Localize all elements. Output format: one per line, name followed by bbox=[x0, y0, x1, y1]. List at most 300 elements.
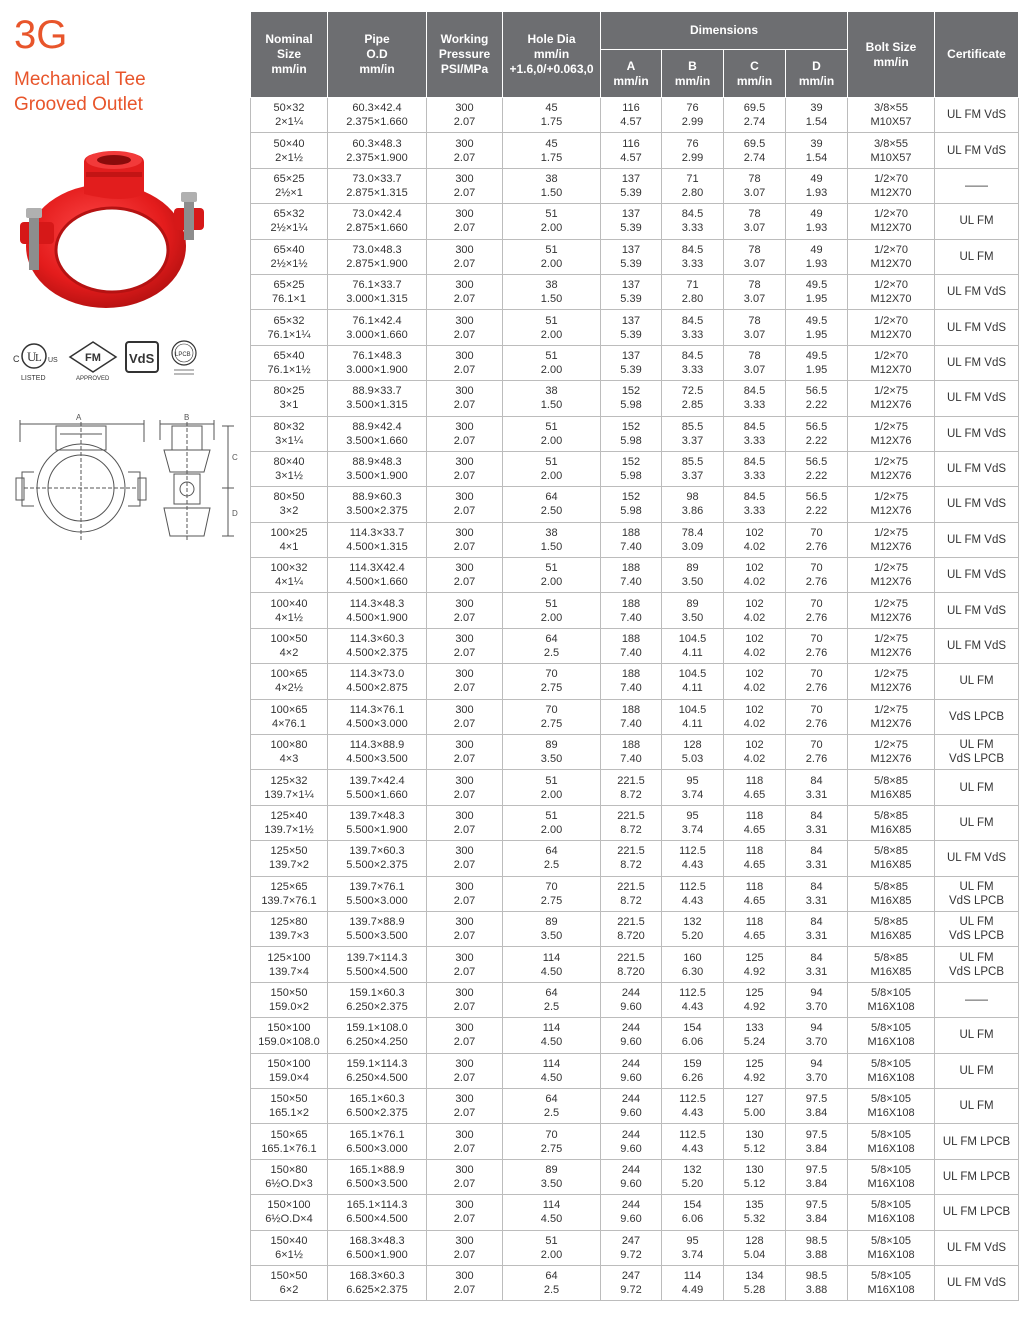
cell-dim-d: 56.5 2.22 bbox=[786, 451, 848, 486]
certification-marks bbox=[12, 340, 212, 384]
cell-certificate: —— bbox=[935, 168, 1019, 203]
cell-dim-b: 112.5 4.43 bbox=[662, 982, 724, 1017]
cell-pipe-od: 76.1×48.3 3.000×1.900 bbox=[328, 345, 427, 380]
cell-dim-d: 84 3.31 bbox=[786, 805, 848, 840]
cell-certificate: UL FM LPCB bbox=[935, 1195, 1019, 1230]
cell-dim-d: 94 3.70 bbox=[786, 982, 848, 1017]
cell-working-pressure: 300 2.07 bbox=[427, 770, 503, 805]
cell-pipe-od: 60.3×48.3 2.375×1.900 bbox=[328, 133, 427, 168]
cell-nominal-size: 150×50 159.0×2 bbox=[251, 982, 328, 1017]
cell-nominal-size: 100×80 4×3 bbox=[251, 735, 328, 770]
cell-hole-dia: 38 1.50 bbox=[503, 522, 601, 557]
cell-working-pressure: 300 2.07 bbox=[427, 239, 503, 274]
vds-text: VdS bbox=[129, 351, 155, 366]
table-row bbox=[251, 593, 1019, 628]
cell-hole-dia: 51 2.00 bbox=[503, 805, 601, 840]
cell-working-pressure: 300 2.07 bbox=[427, 876, 503, 911]
cell-dim-b: 160 6.30 bbox=[662, 947, 724, 982]
cell-dim-d: 97.5 3.84 bbox=[786, 1088, 848, 1123]
cell-hole-dia: 64 2.5 bbox=[503, 1265, 601, 1300]
cell-dim-a: 188 7.40 bbox=[601, 735, 662, 770]
cell-hole-dia: 89 3.50 bbox=[503, 911, 601, 946]
cell-dim-c: 102 4.02 bbox=[724, 699, 786, 734]
cell-working-pressure: 300 2.07 bbox=[427, 628, 503, 663]
cell-dim-c: 78 3.07 bbox=[724, 239, 786, 274]
cell-certificate: UL FM VdS LPCB bbox=[935, 911, 1019, 946]
cell-bolt-size: 5/8×105 M16X108 bbox=[848, 1053, 935, 1088]
cell-dim-a: 221.5 8.72 bbox=[601, 770, 662, 805]
lpcb-text: LPCB bbox=[175, 352, 191, 358]
cell-dim-b: 112.5 4.43 bbox=[662, 841, 724, 876]
cell-dim-a: 137 5.39 bbox=[601, 204, 662, 239]
cell-dim-c: 133 5.24 bbox=[724, 1018, 786, 1053]
cell-dim-d: 49.5 1.95 bbox=[786, 274, 848, 309]
dim-label-b: B bbox=[184, 413, 190, 422]
cell-working-pressure: 300 2.07 bbox=[427, 1124, 503, 1159]
cell-hole-dia: 114 4.50 bbox=[503, 1195, 601, 1230]
cell-dim-a: 188 7.40 bbox=[601, 558, 662, 593]
cell-pipe-od: 168.3×48.3 6.500×1.900 bbox=[328, 1230, 427, 1265]
cell-working-pressure: 300 2.07 bbox=[427, 947, 503, 982]
cell-dim-d: 49 1.93 bbox=[786, 239, 848, 274]
cell-pipe-od: 76.1×42.4 3.000×1.660 bbox=[328, 310, 427, 345]
cell-working-pressure: 300 2.07 bbox=[427, 841, 503, 876]
table-row bbox=[251, 416, 1019, 451]
cell-nominal-size: 125×65 139.7×76.1 bbox=[251, 876, 328, 911]
cell-hole-dia: 51 2.00 bbox=[503, 451, 601, 486]
cell-dim-b: 112.5 4.43 bbox=[662, 876, 724, 911]
cell-dim-b: 154 6.06 bbox=[662, 1018, 724, 1053]
cell-hole-dia: 45 1.75 bbox=[503, 98, 601, 133]
table-row bbox=[251, 381, 1019, 416]
cell-hole-dia: 51 2.00 bbox=[503, 345, 601, 380]
cell-dim-b: 95 3.74 bbox=[662, 805, 724, 840]
cell-pipe-od: 165.1×60.3 6.500×2.375 bbox=[328, 1088, 427, 1123]
cell-hole-dia: 45 1.75 bbox=[503, 133, 601, 168]
cell-hole-dia: 70 2.75 bbox=[503, 876, 601, 911]
cell-nominal-size: 80×25 3×1 bbox=[251, 381, 328, 416]
cell-nominal-size: 100×32 4×1¼ bbox=[251, 558, 328, 593]
table-row bbox=[251, 1265, 1019, 1300]
cell-pipe-od: 159.1×114.3 6.250×4.500 bbox=[328, 1053, 427, 1088]
cell-dim-b: 128 5.03 bbox=[662, 735, 724, 770]
fm-approved-mark bbox=[70, 342, 116, 382]
vds-mark bbox=[126, 342, 158, 372]
cell-dim-d: 70 2.76 bbox=[786, 593, 848, 628]
header-certificate: Certificate bbox=[935, 12, 1019, 98]
header-nominal-size: Nominal Size mm/in bbox=[251, 12, 328, 98]
cell-bolt-size: 1/2×75 M12X76 bbox=[848, 558, 935, 593]
cell-dim-a: 247 9.72 bbox=[601, 1230, 662, 1265]
cell-bolt-size: 1/2×70 M12X70 bbox=[848, 310, 935, 345]
table-row bbox=[251, 239, 1019, 274]
cell-working-pressure: 300 2.07 bbox=[427, 699, 503, 734]
fm-caption: APPROVED bbox=[76, 376, 110, 382]
cell-bolt-size: 1/2×70 M12X70 bbox=[848, 274, 935, 309]
fm-text: FM bbox=[85, 352, 101, 364]
cell-bolt-size: 1/2×75 M12X76 bbox=[848, 628, 935, 663]
cell-nominal-size: 150×40 6×1½ bbox=[251, 1230, 328, 1265]
cell-working-pressure: 300 2.07 bbox=[427, 416, 503, 451]
header-bolt-size: Bolt Size mm/in bbox=[848, 12, 935, 98]
cell-dim-a: 244 9.60 bbox=[601, 1159, 662, 1194]
cell-dim-d: 94 3.70 bbox=[786, 1018, 848, 1053]
cell-bolt-size: 3/8×55 M10X57 bbox=[848, 133, 935, 168]
cell-dim-b: 71 2.80 bbox=[662, 168, 724, 203]
cell-pipe-od: 165.1×114.3 6.500×4.500 bbox=[328, 1195, 427, 1230]
cell-bolt-size: 1/2×70 M12X70 bbox=[848, 204, 935, 239]
cell-dim-d: 70 2.76 bbox=[786, 628, 848, 663]
cell-certificate: UL FM VdS bbox=[935, 841, 1019, 876]
cell-dim-a: 137 5.39 bbox=[601, 239, 662, 274]
cell-dim-d: 49.5 1.95 bbox=[786, 345, 848, 380]
cell-dim-d: 84 3.31 bbox=[786, 947, 848, 982]
cell-dim-d: 39 1.54 bbox=[786, 133, 848, 168]
header-hole-dia: Hole Dia mm/in +1.6,0/+0.063,0 bbox=[503, 12, 601, 98]
header-dim-b: B mm/in bbox=[662, 50, 724, 98]
cell-dim-d: 98.5 3.88 bbox=[786, 1265, 848, 1300]
cell-dim-a: 152 5.98 bbox=[601, 451, 662, 486]
cell-pipe-od: 139.7×76.1 5.500×3.000 bbox=[328, 876, 427, 911]
cell-pipe-od: 139.7×48.3 5.500×1.900 bbox=[328, 805, 427, 840]
cell-bolt-size: 1/2×75 M12X76 bbox=[848, 487, 935, 522]
cell-dim-b: 104.5 4.11 bbox=[662, 664, 724, 699]
table-row bbox=[251, 628, 1019, 663]
cell-pipe-od: 114.3X42.4 4.500×1.660 bbox=[328, 558, 427, 593]
cell-certificate: UL FM bbox=[935, 1018, 1019, 1053]
cell-nominal-size: 65×40 2½×1½ bbox=[251, 239, 328, 274]
cell-dim-d: 56.5 2.22 bbox=[786, 487, 848, 522]
cell-pipe-od: 139.7×42.4 5.500×1.660 bbox=[328, 770, 427, 805]
cell-certificate: UL FM VdS bbox=[935, 310, 1019, 345]
cell-pipe-od: 114.3×88.9 4.500×3.500 bbox=[328, 735, 427, 770]
cell-dim-a: 244 9.60 bbox=[601, 1088, 662, 1123]
cell-dim-b: 159 6.26 bbox=[662, 1053, 724, 1088]
cell-nominal-size: 65×32 2½×1¼ bbox=[251, 204, 328, 239]
cell-working-pressure: 300 2.07 bbox=[427, 310, 503, 345]
cell-dim-c: 118 4.65 bbox=[724, 770, 786, 805]
svg-text:L: L bbox=[35, 352, 42, 364]
cell-dim-b: 98 3.86 bbox=[662, 487, 724, 522]
dim-label-c: C bbox=[232, 453, 238, 462]
cell-dim-b: 84.5 3.33 bbox=[662, 239, 724, 274]
cell-pipe-od: 88.9×42.4 3.500×1.660 bbox=[328, 416, 427, 451]
cell-dim-b: 76 2.99 bbox=[662, 98, 724, 133]
cell-pipe-od: 88.9×48.3 3.500×1.900 bbox=[328, 451, 427, 486]
cell-certificate: UL FM VdS bbox=[935, 381, 1019, 416]
cell-pipe-od: 168.3×60.3 6.625×2.375 bbox=[328, 1265, 427, 1300]
cell-dim-d: 97.5 3.84 bbox=[786, 1195, 848, 1230]
cell-dim-c: 134 5.28 bbox=[724, 1265, 786, 1300]
cell-dim-a: 244 9.60 bbox=[601, 982, 662, 1017]
cell-certificate: UL FM VdS bbox=[935, 98, 1019, 133]
ul-listed-mark bbox=[13, 344, 58, 382]
cell-hole-dia: 89 3.50 bbox=[503, 1159, 601, 1194]
cell-dim-d: 49 1.93 bbox=[786, 204, 848, 239]
svg-text:U: U bbox=[27, 349, 37, 364]
cell-dim-b: 78.4 3.09 bbox=[662, 522, 724, 557]
cell-dim-c: 118 4.65 bbox=[724, 841, 786, 876]
table-row bbox=[251, 1124, 1019, 1159]
cell-dim-d: 94 3.70 bbox=[786, 1053, 848, 1088]
cell-nominal-size: 100×50 4×2 bbox=[251, 628, 328, 663]
cell-working-pressure: 300 2.07 bbox=[427, 664, 503, 699]
cell-hole-dia: 64 2.5 bbox=[503, 841, 601, 876]
cell-nominal-size: 100×40 4×1½ bbox=[251, 593, 328, 628]
cell-dim-c: 118 4.65 bbox=[724, 805, 786, 840]
cell-dim-c: 78 3.07 bbox=[724, 168, 786, 203]
cell-certificate: UL FM VdS bbox=[935, 451, 1019, 486]
cell-certificate: UL FM bbox=[935, 239, 1019, 274]
cell-bolt-size: 5/8×105 M16X108 bbox=[848, 1265, 935, 1300]
cell-dim-c: 84.5 3.33 bbox=[724, 451, 786, 486]
cell-bolt-size: 1/2×75 M12X76 bbox=[848, 699, 935, 734]
cell-dim-a: 152 5.98 bbox=[601, 416, 662, 451]
cell-pipe-od: 114.3×60.3 4.500×2.375 bbox=[328, 628, 427, 663]
cell-dim-d: 56.5 2.22 bbox=[786, 381, 848, 416]
cell-working-pressure: 300 2.07 bbox=[427, 558, 503, 593]
cell-certificate: UL FM LPCB bbox=[935, 1159, 1019, 1194]
cell-dim-b: 85.5 3.37 bbox=[662, 451, 724, 486]
cell-bolt-size: 1/2×75 M12X76 bbox=[848, 381, 935, 416]
cell-dim-c: 102 4.02 bbox=[724, 664, 786, 699]
cell-certificate: UL FM VdS bbox=[935, 558, 1019, 593]
cell-working-pressure: 300 2.07 bbox=[427, 805, 503, 840]
cell-dim-d: 98.5 3.88 bbox=[786, 1230, 848, 1265]
cell-pipe-od: 76.1×33.7 3.000×1.315 bbox=[328, 274, 427, 309]
cell-hole-dia: 114 4.50 bbox=[503, 947, 601, 982]
cell-nominal-size: 125×80 139.7×3 bbox=[251, 911, 328, 946]
cell-dim-b: 84.5 3.33 bbox=[662, 310, 724, 345]
model-code: 3G bbox=[14, 13, 68, 57]
cell-dim-d: 70 2.76 bbox=[786, 558, 848, 593]
cell-dim-a: 221.5 8.72 bbox=[601, 841, 662, 876]
cell-dim-c: 125 4.92 bbox=[724, 1053, 786, 1088]
cell-working-pressure: 300 2.07 bbox=[427, 1195, 503, 1230]
cell-bolt-size: 1/2×70 M12X70 bbox=[848, 345, 935, 380]
table-row bbox=[251, 1230, 1019, 1265]
cell-pipe-od: 114.3×73.0 4.500×2.875 bbox=[328, 664, 427, 699]
table-row bbox=[251, 876, 1019, 911]
cell-certificate: UL FM VdS bbox=[935, 274, 1019, 309]
cell-pipe-od: 165.1×76.1 6.500×3.000 bbox=[328, 1124, 427, 1159]
table-row bbox=[251, 558, 1019, 593]
cell-dim-d: 56.5 2.22 bbox=[786, 416, 848, 451]
cell-working-pressure: 300 2.07 bbox=[427, 168, 503, 203]
cell-dim-d: 84 3.31 bbox=[786, 876, 848, 911]
cell-bolt-size: 5/8×85 M16X85 bbox=[848, 911, 935, 946]
cell-certificate: UL FM VdS bbox=[935, 345, 1019, 380]
technical-drawing bbox=[14, 412, 244, 552]
cell-dim-b: 71 2.80 bbox=[662, 274, 724, 309]
cell-dim-a: 137 5.39 bbox=[601, 345, 662, 380]
cell-bolt-size: 5/8×85 M16X85 bbox=[848, 805, 935, 840]
cell-certificate: UL FM VdS bbox=[935, 416, 1019, 451]
cell-bolt-size: 5/8×105 M16X108 bbox=[848, 982, 935, 1017]
cell-dim-c: 102 4.02 bbox=[724, 628, 786, 663]
table-row bbox=[251, 699, 1019, 734]
cell-bolt-size: 1/2×75 M12X76 bbox=[848, 416, 935, 451]
cell-nominal-size: 100×65 4×76.1 bbox=[251, 699, 328, 734]
cell-nominal-size: 150×100 159.0×4 bbox=[251, 1053, 328, 1088]
cell-dim-c: 84.5 3.33 bbox=[724, 487, 786, 522]
cell-dim-c: 69.5 2.74 bbox=[724, 98, 786, 133]
cell-dim-d: 84 3.31 bbox=[786, 770, 848, 805]
cell-bolt-size: 5/8×85 M16X85 bbox=[848, 770, 935, 805]
cell-hole-dia: 51 2.00 bbox=[503, 558, 601, 593]
header-working-pressure: Working Pressure PSI/MPa bbox=[427, 12, 503, 98]
cell-certificate: UL FM VdS bbox=[935, 1265, 1019, 1300]
cell-dim-c: 128 5.04 bbox=[724, 1230, 786, 1265]
cell-nominal-size: 65×32 76.1×1¼ bbox=[251, 310, 328, 345]
cell-pipe-od: 159.1×108.0 6.250×4.250 bbox=[328, 1018, 427, 1053]
product-title-line-2: Grooved Outlet bbox=[14, 94, 143, 115]
cell-dim-d: 84 3.31 bbox=[786, 911, 848, 946]
cell-pipe-od: 159.1×60.3 6.250×2.375 bbox=[328, 982, 427, 1017]
cell-dim-b: 89 3.50 bbox=[662, 593, 724, 628]
cell-dim-b: 72.5 2.85 bbox=[662, 381, 724, 416]
cell-certificate: UL FM VdS bbox=[935, 522, 1019, 557]
cell-pipe-od: 60.3×42.4 2.375×1.660 bbox=[328, 98, 427, 133]
cell-hole-dia: 70 2.75 bbox=[503, 1124, 601, 1159]
cell-dim-a: 152 5.98 bbox=[601, 381, 662, 416]
cell-working-pressure: 300 2.07 bbox=[427, 274, 503, 309]
cell-dim-b: 132 5.20 bbox=[662, 911, 724, 946]
cell-nominal-size: 65×25 76.1×1 bbox=[251, 274, 328, 309]
cell-certificate: VdS LPCB bbox=[935, 699, 1019, 734]
table-row bbox=[251, 274, 1019, 309]
cell-dim-a: 188 7.40 bbox=[601, 699, 662, 734]
header-dimensions: Dimensions bbox=[601, 12, 848, 50]
cell-dim-b: 95 3.74 bbox=[662, 1230, 724, 1265]
cell-dim-b: 104.5 4.11 bbox=[662, 699, 724, 734]
cell-dim-b: 114 4.49 bbox=[662, 1265, 724, 1300]
cell-hole-dia: 114 4.50 bbox=[503, 1018, 601, 1053]
cell-dim-c: 130 5.12 bbox=[724, 1124, 786, 1159]
cell-dim-c: 125 4.92 bbox=[724, 947, 786, 982]
cell-hole-dia: 38 1.50 bbox=[503, 168, 601, 203]
cell-bolt-size: 5/8×85 M16X85 bbox=[848, 841, 935, 876]
cell-bolt-size: 1/2×70 M12X70 bbox=[848, 239, 935, 274]
cell-dim-c: 135 5.32 bbox=[724, 1195, 786, 1230]
cell-dim-d: 70 2.76 bbox=[786, 522, 848, 557]
cell-working-pressure: 300 2.07 bbox=[427, 381, 503, 416]
cell-bolt-size: 1/2×75 M12X76 bbox=[848, 664, 935, 699]
cell-bolt-size: 5/8×85 M16X85 bbox=[848, 947, 935, 982]
cell-dim-a: 244 9.60 bbox=[601, 1124, 662, 1159]
cell-pipe-od: 73.0×48.3 2.875×1.900 bbox=[328, 239, 427, 274]
cell-dim-c: 78 3.07 bbox=[724, 274, 786, 309]
cell-nominal-size: 125×40 139.7×1½ bbox=[251, 805, 328, 840]
cell-nominal-size: 150×50 165.1×2 bbox=[251, 1088, 328, 1123]
cell-dim-b: 112.5 4.43 bbox=[662, 1088, 724, 1123]
cell-hole-dia: 70 2.75 bbox=[503, 699, 601, 734]
cell-dim-b: 84.5 3.33 bbox=[662, 204, 724, 239]
header-dim-d: D mm/in bbox=[786, 50, 848, 98]
cell-dim-c: 127 5.00 bbox=[724, 1088, 786, 1123]
table-row bbox=[251, 522, 1019, 557]
cell-nominal-size: 80×50 3×2 bbox=[251, 487, 328, 522]
cell-working-pressure: 300 2.07 bbox=[427, 345, 503, 380]
cell-working-pressure: 300 2.07 bbox=[427, 451, 503, 486]
table-row bbox=[251, 1195, 1019, 1230]
cell-hole-dia: 64 2.5 bbox=[503, 1088, 601, 1123]
cell-certificate: UL FM bbox=[935, 805, 1019, 840]
cell-dim-d: 97.5 3.84 bbox=[786, 1159, 848, 1194]
specification-table bbox=[250, 11, 1019, 1301]
cell-dim-b: 85.5 3.37 bbox=[662, 416, 724, 451]
cell-hole-dia: 51 2.00 bbox=[503, 593, 601, 628]
cell-dim-b: 112.5 4.43 bbox=[662, 1124, 724, 1159]
table-body bbox=[251, 98, 1019, 1301]
cell-working-pressure: 300 2.07 bbox=[427, 593, 503, 628]
cell-bolt-size: 5/8×105 M16X108 bbox=[848, 1159, 935, 1194]
cell-pipe-od: 73.0×42.4 2.875×1.660 bbox=[328, 204, 427, 239]
cell-dim-d: 70 2.76 bbox=[786, 735, 848, 770]
cell-dim-c: 102 4.02 bbox=[724, 522, 786, 557]
cell-dim-b: 76 2.99 bbox=[662, 133, 724, 168]
cell-dim-a: 152 5.98 bbox=[601, 487, 662, 522]
cell-hole-dia: 38 1.50 bbox=[503, 381, 601, 416]
table-row bbox=[251, 735, 1019, 770]
cell-hole-dia: 51 2.00 bbox=[503, 1230, 601, 1265]
cell-hole-dia: 51 2.00 bbox=[503, 310, 601, 345]
table-row bbox=[251, 664, 1019, 699]
product-photo bbox=[14, 148, 214, 320]
cell-bolt-size: 1/2×75 M12X76 bbox=[848, 522, 935, 557]
cell-dim-a: 188 7.40 bbox=[601, 522, 662, 557]
cell-certificate: UL FM VdS bbox=[935, 593, 1019, 628]
ul-caption: LISTED bbox=[21, 375, 46, 382]
cell-dim-a: 221.5 8.720 bbox=[601, 911, 662, 946]
cell-bolt-size: 3/8×55 M10X57 bbox=[848, 98, 935, 133]
table-row bbox=[251, 1088, 1019, 1123]
table-row bbox=[251, 911, 1019, 946]
cell-dim-c: 78 3.07 bbox=[724, 310, 786, 345]
cell-hole-dia: 70 2.75 bbox=[503, 664, 601, 699]
cell-hole-dia: 51 2.00 bbox=[503, 770, 601, 805]
cell-dim-c: 102 4.02 bbox=[724, 735, 786, 770]
cell-pipe-od: 165.1×88.9 6.500×3.500 bbox=[328, 1159, 427, 1194]
cell-certificate: UL FM bbox=[935, 770, 1019, 805]
cell-pipe-od: 114.3×33.7 4.500×1.315 bbox=[328, 522, 427, 557]
table-row bbox=[251, 487, 1019, 522]
cell-certificate: UL FM bbox=[935, 204, 1019, 239]
cell-dim-d: 70 2.76 bbox=[786, 699, 848, 734]
cell-working-pressure: 300 2.07 bbox=[427, 1088, 503, 1123]
cell-certificate: UL FM VdS bbox=[935, 628, 1019, 663]
cell-bolt-size: 1/2×75 M12X76 bbox=[848, 735, 935, 770]
cell-hole-dia: 38 1.50 bbox=[503, 274, 601, 309]
cell-bolt-size: 5/8×85 M16X85 bbox=[848, 876, 935, 911]
cell-dim-a: 116 4.57 bbox=[601, 133, 662, 168]
table-row bbox=[251, 345, 1019, 380]
cell-certificate: UL FM bbox=[935, 664, 1019, 699]
cell-dim-b: 89 3.50 bbox=[662, 558, 724, 593]
cell-hole-dia: 64 2.5 bbox=[503, 628, 601, 663]
table-row bbox=[251, 1159, 1019, 1194]
cell-bolt-size: 5/8×105 M16X108 bbox=[848, 1088, 935, 1123]
cell-nominal-size: 65×40 76.1×1½ bbox=[251, 345, 328, 380]
cell-working-pressure: 300 2.07 bbox=[427, 204, 503, 239]
cell-pipe-od: 114.3×48.3 4.500×1.900 bbox=[328, 593, 427, 628]
cell-certificate: UL FM VdS bbox=[935, 1230, 1019, 1265]
cell-pipe-od: 139.7×114.3 5.500×4.500 bbox=[328, 947, 427, 982]
cell-hole-dia: 89 3.50 bbox=[503, 735, 601, 770]
cell-dim-c: 125 4.92 bbox=[724, 982, 786, 1017]
cell-dim-c: 78 3.07 bbox=[724, 204, 786, 239]
cell-dim-d: 97.5 3.84 bbox=[786, 1124, 848, 1159]
